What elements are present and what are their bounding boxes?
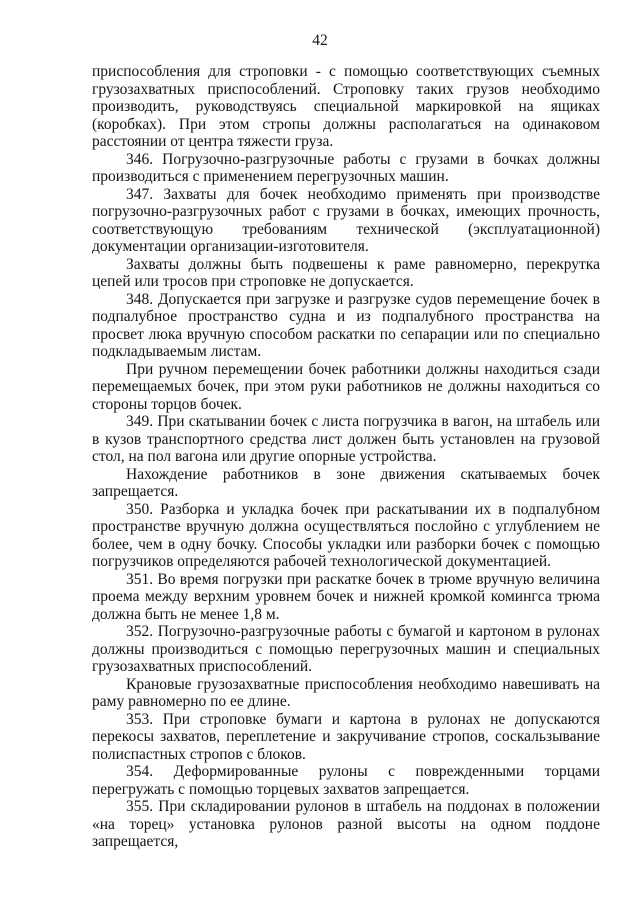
- paragraph-350: 350. Разборка и укладка бочек при раскатывании их в подпалубном пространстве вручную должна осуществляться послойно с углублением не более, чем в одну бочку. Способы укладки или разборки бочек с помощью погрузчиков определяются рабочей технологической документацией.: [92, 500, 600, 570]
- paragraph-354: 354. Деформированные рулоны с поврежденными торцами перегружать с помощью торцевых захватов запрещается.: [92, 763, 600, 798]
- paragraph-353: 353. При строповке бумаги и картона в рулонах не допускаются перекосы захватов, переплетение и закручивание стропов, соскальзывание полиспастных стропов с блоков.: [92, 710, 600, 763]
- paragraph-351: 351. Во время погрузки при раскатке бочек в трюме вручную величина проема между верхним уровнем бочек и нижней кромкой комингса трюма должна быть не менее 1,8 м.: [92, 570, 600, 623]
- paragraph-348-note: При ручном перемещении бочек работники должны находиться сзади перемещаемых бочек, при этом руки работников не должны находиться со стороны торцов бочек.: [92, 360, 600, 413]
- paragraph-352-note: Крановые грузозахватные приспособления необходимо навешивать на раму равномерно по ее длине.: [92, 675, 600, 710]
- body-text: [92, 63, 600, 851]
- paragraph-348: 348. Допускается при загрузке и разгрузке судов перемещение бочек в подпалубное пространство судна и из подпалубного пространства на просвет люка вручную способом раскатки по сепарации или по специально подкладываемым листам.: [92, 290, 600, 360]
- paragraph-349: 349. При скатывании бочек с листа погрузчика в вагон, на штабель или в кузов транспортного средства лист должен быть установлен на грузовой стол, на пол вагона или другие опорные устройства.: [92, 413, 600, 465]
- paragraph-347: 347. Захваты для бочек необходимо применять при производстве погрузочно-разгрузочных работ с грузами в бочках, имеющих прочность, соответствующую требованиям технической (эксплуатационной) документации организации-изготовителя.: [92, 185, 600, 255]
- paragraph-349-note: Нахождение работников в зоне движения скатываемых бочек запрещается.: [92, 465, 600, 500]
- paragraph-347-note: Захваты должны быть подвешены к раме равномерно, перекрутка цепей или тросов при строповке не допускается.: [92, 255, 600, 290]
- page-number: 42: [312, 32, 328, 49]
- paragraph-continuation: приспособления для строповки - с помощью соответствующих съемных грузозахватных приспособлений. Строповку таких грузов необходимо производить, руководствуясь специальной маркировкой на ящиках (коробках). При этом стропы должны располагаться на одинаковом расстоянии от центра тяжести груза.: [92, 63, 600, 150]
- paragraph-355: 355. При складировании рулонов в штабель на поддонах в положении «на торец» установка рулонов разной высоты на одном поддоне запрещается,: [92, 798, 600, 850]
- paragraph-346: 346. Погрузочно-разгрузочные работы с грузами в бочках должны производиться с применением перегрузочных машин.: [92, 150, 600, 185]
- paragraph-352: 352. Погрузочно-разгрузочные работы с бумагой и картоном в рулонах должны производиться с помощью перегрузочных машин и специальных грузозахватных приспособлений.: [92, 623, 600, 675]
